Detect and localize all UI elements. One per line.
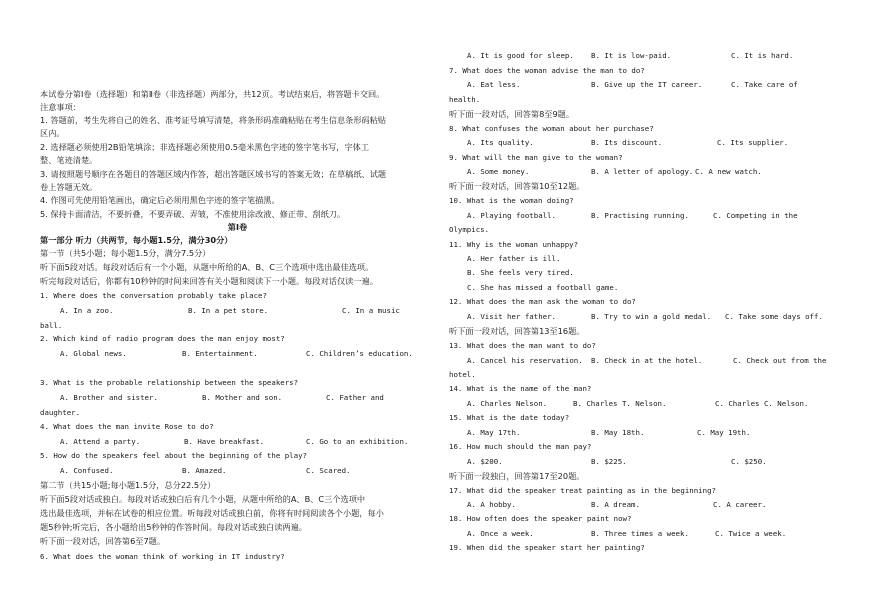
notice-line: 2. 选择题必须使用2B铅笔填涂；非选择题必须使用0.5毫米黑色字迹的签字笔书写，字体工 (40, 142, 370, 152)
option-b: B. Give up the IT career. (591, 80, 703, 89)
option-a: A. Charles Nelson. (467, 399, 548, 408)
option-c: C. Twice a week. (715, 529, 787, 538)
question-3: 3. What is the probable relationship between the speakers? (40, 378, 299, 387)
section2-instruction: 选出最佳选项，并标在试卷的相应位置。听每段对话或独白前，你将有时间阅读各个小题，每小 (40, 508, 384, 518)
volume-title: 第Ⅰ卷 (227, 222, 248, 232)
option-c: C. Take some days off. (725, 312, 823, 321)
option-c: C. Father and (326, 393, 384, 402)
part1-title: 第一部分 听力（共两节，每小题1.5分，满分30分） (40, 235, 233, 245)
question-12: 12. What does the man ask the woman to do? (449, 297, 636, 306)
listen-instruction: 听下面一段对话，回答第10至12题。 (449, 181, 585, 191)
notice-title: 注意事项： (40, 102, 81, 112)
question-9: 9. What will the man give to the woman? (449, 153, 623, 162)
notice-line: 5. 保持卡面清洁，不要折叠，不要弄破、弄皱，不准使用涂改液、修正带、刮纸刀。 (40, 209, 346, 219)
question-2: 2. Which kind of radio program does the man enjoy most? (40, 334, 285, 343)
option-c: C. It is hard. (731, 51, 794, 60)
option-b: B. $225. (591, 457, 627, 466)
section1-instruction: 听下面5段对话。每段对话后有一个小题，从题中所给的A、B、C三个选项中选出最佳选项。 (40, 262, 374, 272)
question-8: 8. What confuses the woman about her purchase? (449, 124, 654, 133)
question-6: 6. What does the woman think of working in IT industry? (40, 552, 285, 561)
listen-instruction: 听下面一段对话，回答第6至7题。 (40, 536, 166, 546)
option-c: C. Go to an exhibition. (306, 437, 409, 446)
option-wrap: hotel. (449, 370, 476, 379)
option-a: A. It is good for sleep. (467, 51, 574, 60)
option-a: A. Its quality. (467, 138, 534, 147)
option-c: C. Its supplier. (717, 138, 789, 147)
notice-line: 1. 答题前，考生先将自己的姓名、准考证号填写清楚，将条形码准确粘贴在考生信息条形码粘贴 (40, 115, 387, 125)
section2-instruction: 听下面5段对话或独白。每段对话或独白后有几个小题，从题中所给的A、B、C三个选项中 (40, 494, 366, 504)
option-wrap: Olympics. (449, 225, 490, 234)
notice-line: 区内。 (40, 128, 65, 138)
option-c: C. A new watch. (695, 167, 762, 176)
option-a: A. Eat less. (467, 80, 521, 89)
option-c: C. Take care of (731, 80, 798, 89)
option-a: A. A hobby. (467, 500, 516, 509)
question-5: 5. How do the speakers feel about the beginning of the play? (40, 451, 307, 460)
option-a: A. Cancel his reservation. (467, 356, 583, 365)
listen-instruction: 听下面一段对话，回答第13至16题。 (449, 326, 585, 336)
section2-title: 第二节（共15小题;每小题1.5分，总分22.5分） (40, 480, 216, 490)
option-c: C. In a music (342, 306, 400, 315)
option-b: B. Practising running. (591, 211, 689, 220)
option-b: B. Mother and son. (202, 393, 283, 402)
question-19: 19. When did the speaker start her painting? (449, 543, 645, 552)
option-c: C. May 19th. (697, 428, 751, 437)
option-c: C. Check out from the (733, 356, 827, 365)
option-a: A. Visit her father. (467, 312, 556, 321)
question-10: 10. What is the woman doing? (449, 196, 574, 205)
option-c: C. Scared. (306, 466, 351, 475)
question-16: 16. How much should the man pay? (449, 442, 592, 451)
option-c: C. Competing in the (713, 211, 798, 220)
option-b: B. Its discount. (591, 138, 663, 147)
option-a: A. Once a week. (467, 529, 534, 538)
option-b: B. Have breakfast. (184, 437, 265, 446)
notice-line: 整、笔迹清楚。 (40, 155, 98, 165)
option-wrap: daughter. (40, 408, 81, 417)
option-b: B. In a pet store. (188, 306, 269, 315)
listen-instruction: 听下面一段对话，回答第8至9题。 (449, 109, 575, 119)
option-b: B. Amazed. (182, 466, 227, 475)
question-11: 11. Why is the woman unhappy? (449, 240, 579, 249)
option-b: B. Try to win a gold medal. (591, 312, 712, 321)
option-b: B. A letter of apology. (591, 167, 694, 176)
option-wrap: health. (449, 95, 481, 104)
option-c: C. She has missed a football game. (467, 283, 619, 292)
option-c: C. Children’s education. (306, 349, 413, 358)
option-c: C. Charles C. Nelson. (715, 399, 809, 408)
listen-instruction: 听下面一段独白，回答第17至20题。 (449, 471, 585, 481)
question-14: 14. What is the name of the man? (449, 384, 592, 393)
question-7: 7. What does the woman advise the man to do? (449, 66, 645, 75)
intro-text: 本试卷分第Ⅰ卷（选择题）和第Ⅱ卷（非选择题）两部分，共12页。考试结束后，将答题卡交回。 (40, 89, 385, 99)
question-4: 4. What does the man invite Rose to do? (40, 422, 214, 431)
section1-title: 第一节（共5小题；每小题1.5分，满分7.5分） (40, 248, 211, 258)
section2-instruction: 题5秒钟;听完后，各小题给出5秒钟的作答时间。每段对话或独白读两遍。 (40, 522, 307, 532)
option-a: A. Some money. (467, 167, 530, 176)
question-1: 1. Where does the conversation probably take place? (40, 291, 267, 300)
option-b: B. Entertainment. (182, 349, 258, 358)
option-a: A. May 17th. (467, 428, 521, 437)
option-a: A. Brother and sister. (60, 393, 158, 402)
option-b: B. She feels very tired. (467, 268, 574, 277)
option-a: A. $200. (467, 457, 503, 466)
option-wrap: ball. (40, 321, 63, 330)
notice-line: 4. 作图可先使用铅笔画出，确定后必须用黑色字迹的签字笔描黑。 (40, 195, 280, 205)
question-15: 15. What is the date today? (449, 413, 570, 422)
option-c: C. A career. (713, 500, 767, 509)
option-b: B. Three times a week. (591, 529, 689, 538)
section1-instruction: 听完每段对话后，你都有10秒钟的时间来回答有关小题和阅读下一小题。每段对话仅读一遍。 (40, 276, 378, 286)
option-c: C. $250. (731, 457, 767, 466)
option-b: B. Charles T. Nelson. (573, 399, 667, 408)
notice-line: 卷上答题无效。 (40, 182, 98, 192)
option-b: B. Check in at the hotel. (591, 356, 703, 365)
notice-line: 3. 请按照题号顺序在各题目的答题区域内作答，超出答题区域书写的答案无效；在草稿纸、试题 (40, 169, 387, 179)
option-a: A. Playing football. (467, 211, 556, 220)
option-b: B. It is low-paid. (591, 51, 672, 60)
option-a: A. Global news. (60, 349, 127, 358)
question-13: 13. What does the man want to do? (449, 341, 596, 350)
option-a: A. Her father is ill. (467, 254, 561, 263)
question-18: 18. How often does the speaker paint now? (449, 514, 632, 523)
option-b: B. May 18th. (591, 428, 645, 437)
option-b: B. A dream. (591, 500, 640, 509)
option-a: A. Confused. (60, 466, 114, 475)
option-a: A. In a zoo. (60, 306, 114, 315)
option-a: A. Attend a party. (60, 437, 141, 446)
question-17: 17. What did the speaker treat painting as in the beginning? (449, 486, 716, 495)
